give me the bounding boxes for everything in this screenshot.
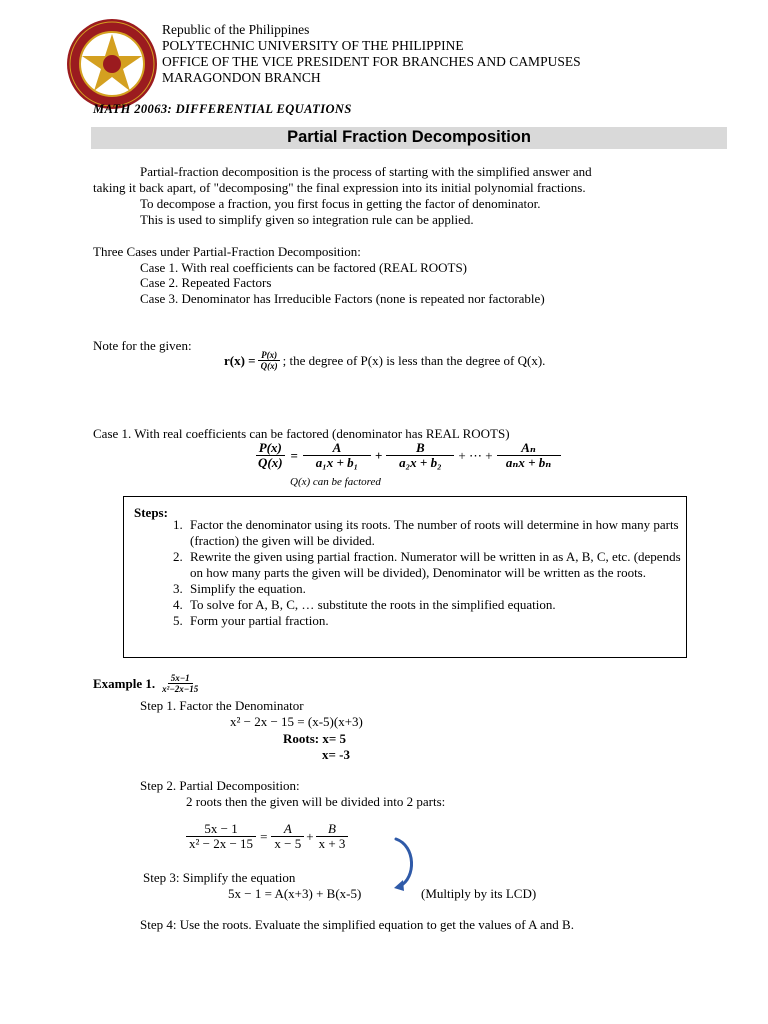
example1-fraction — [159, 673, 201, 694]
equals-sign-2: = — [260, 828, 268, 844]
case1-caption: Q(x) can be factored — [290, 476, 381, 488]
case1-term-n — [497, 441, 561, 470]
step2-b-den: x + 3 — [318, 836, 346, 851]
case-item-2: Case 2. Repeated Factors — [140, 275, 272, 290]
case1-tn-num: Aₙ — [497, 441, 561, 456]
step2-text: 2 roots then the given will be divided into 2 parts: — [186, 794, 446, 809]
step2-term-a — [271, 822, 304, 851]
intro-line-2: taking it back apart, of "decomposing" the final expression into its initial polynomial fractions. — [93, 180, 586, 195]
note-equation — [224, 350, 545, 371]
case1-t1-den: a₁x + b₁ — [315, 455, 359, 470]
steps-box — [123, 496, 687, 658]
cases-heading: Three Cases under Partial-Fraction Decomposition: — [93, 244, 361, 259]
equals-sign: = — [290, 447, 298, 463]
intro-line-1: Partial-fraction decomposition is the process of starting with the simplified answer and — [140, 164, 592, 179]
note-fraction-den: Q(x) — [260, 361, 278, 371]
step-item-3: 3. Simplify the equation. — [186, 581, 686, 597]
case1-lhs — [255, 441, 286, 470]
case1-term-1 — [303, 441, 371, 470]
note-fraction — [258, 350, 281, 371]
case-item-1: Case 1. With real coefficients can be factored (REAL ROOTS) — [140, 260, 468, 275]
case1-lhs-den: Q(x) — [258, 455, 283, 470]
title-bar — [91, 127, 727, 149]
curved-arrow-icon — [392, 836, 418, 897]
intro-line-3: To decompose a fraction, you first focus in getting the factor of denominator. — [140, 196, 541, 211]
step2-heading: Step 2. Partial Decomposition: — [140, 778, 300, 793]
example1-num: 5x−1 — [168, 673, 193, 684]
case1-heading: Case 1. With real coefficients can be factored (denominator has REAL ROOTS) — [93, 426, 510, 441]
header-republic: Republic of the Philippines — [162, 22, 310, 37]
step2-lhs-den: x² − 2x − 15 — [189, 836, 254, 851]
example1-label: Example 1. — [93, 675, 156, 691]
step2-lhs-num: 5x − 1 — [186, 822, 256, 837]
root-2: x= -3 — [322, 747, 350, 762]
step1-heading: Step 1. Factor the Denominator — [140, 698, 304, 713]
example1-den: x²−2x−15 — [162, 684, 199, 694]
note-text: ; the degree of P(x) is less than the degree of Q(x). — [282, 352, 546, 368]
step3-note: (Multiply by its LCD) — [421, 886, 537, 901]
intro-line-4: This is used to simplify given so integration rule can be applied. — [140, 212, 474, 227]
step2-equation — [186, 822, 348, 851]
step2-b-num: B — [316, 822, 349, 837]
step3-equation: 5x − 1 = A(x+3) + B(x-5) — [228, 886, 362, 901]
header-office: OFFICE OF THE VICE PRESIDENT FOR BRANCHES AND CAMPUSES — [162, 54, 581, 69]
step2-a-den: x − 5 — [274, 836, 302, 851]
course-code: MATH 20063: DIFFERENTIAL EQUATIONS — [93, 102, 352, 116]
example1-header — [93, 673, 201, 694]
step-item-5: 5. Form your partial fraction. — [186, 613, 686, 629]
case1-t2-num: B — [386, 441, 454, 456]
header-university: POLYTECHNIC UNIVERSITY OF THE PHILIPPINE — [162, 38, 464, 53]
steps-label: Steps: — [134, 505, 168, 520]
plus-sign-2: + — [306, 828, 314, 844]
case1-tn-den: aₙx + bₙ — [505, 455, 552, 470]
steps-list — [164, 517, 686, 629]
step2-lhs — [186, 822, 256, 851]
step2-term-b — [316, 822, 349, 851]
university-seal — [66, 18, 158, 110]
case1-formula — [255, 441, 561, 470]
step1-equation: x² − 2x − 15 = (x-5)(x+3) — [230, 714, 363, 729]
note-fraction-num: P(x) — [258, 350, 280, 361]
step3-heading: Step 3: Simplify the equation — [143, 870, 296, 885]
header-branch: MARAGONDON BRANCH — [162, 70, 321, 85]
note-lhs: r(x) = — [224, 352, 256, 368]
step-item-2: 2. Rewrite the given using partial fraction. Numerator will be written in as A, B, C, etc. (depends on how many parts the given will be divided), Denominator will be written as the roots. — [186, 549, 686, 581]
step-item-1: 1. Factor the denominator using its roots. The number of roots will determine in how many parts (fraction) the given will be divided. — [186, 517, 686, 549]
step-item-4: 4. To solve for A, B, C, … substitute the roots in the simplified equation. — [186, 597, 686, 613]
step4-text: Step 4: Use the roots. Evaluate the simplified equation to get the values of A and B. — [140, 917, 574, 932]
note-label: Note for the given: — [93, 338, 192, 353]
step2-a-num: A — [271, 822, 304, 837]
case1-lhs-num: P(x) — [256, 441, 285, 456]
plus-sign: + — [374, 447, 383, 463]
case1-t1-num: A — [303, 441, 371, 456]
case1-t2-den: a₂x + b₂ — [399, 455, 442, 470]
case-item-3: Case 3. Denominator has Irreducible Factors (none is repeated nor factorable) — [140, 291, 545, 306]
document-title: Partial Fraction Decomposition — [287, 128, 531, 146]
case1-term-2 — [386, 441, 454, 470]
roots-label: Roots: x= 5 — [283, 731, 347, 746]
ellipsis-terms: + ⋯ + — [458, 447, 493, 463]
